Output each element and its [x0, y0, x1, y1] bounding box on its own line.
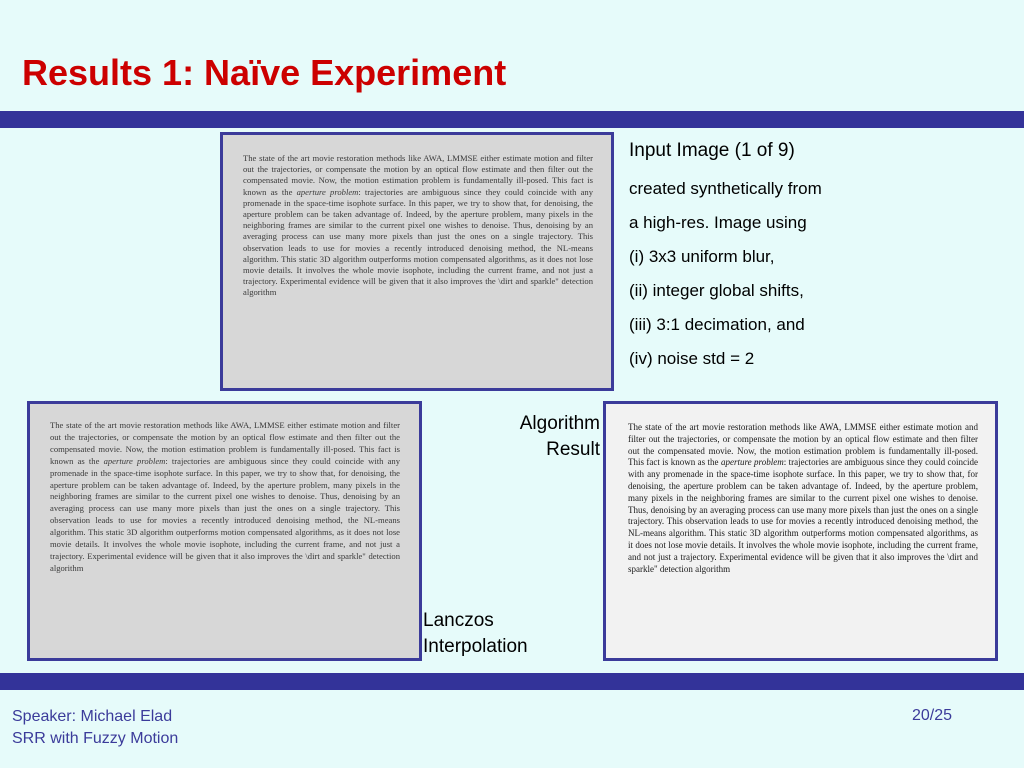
top-divider-band: [0, 111, 1024, 128]
algorithm-result-image: [603, 401, 998, 661]
algorithm-image-text: The state of the art movie restoration methods like AWA, LMMSE either estimate motion and filter out the trajectories, or compensate the motion by an optical flow estimate and then filter out the compensated movie. Now, the motion estimation problem is fundamentally ill-posed. This fact is known as the aperture problem: trajectories are ambiguous since they could coincide with any promenade in the space-time isophote surface. In this paper, we try to show that, for denoising, the aperture problem can be taken advantage of. Indeed, by the aperture problem, many pixels in the neighboring frames are similar to the current pixel one wishes to denoise. Thus, denoising by an averaging process can use many more pixels than just the ones on a single trajectory. This observation leads to use for movies a recently introduced denoising method, the NL-means algorithm. This static 3D algorithm outperforms motion compensated algorithms, as it does not lose movie details. It involves the whole movie isophote, including the current frame, and not just a trajectory. Experimental evidence will be given that it also improves the \dirt and sparkle" detection algorithm: [628, 422, 979, 574]
algorithm-result-label: Algorithm Result: [519, 413, 600, 460]
lanczos-image-text: The state of the art movie restoration methods like AWA, LMMSE either estimate motion and filter out the trajectories, or compensate the motion by an optical flow estimate and then filter out the compensated movie. Now, the motion estimation problem is fundamentally ill-posed. This fact is known as the aperture problem: trajectories are ambiguous since they could coincide with any promenade in the space-time isophote surface. In this paper, we try to show that, for denoising, the aperture problem can be taken advantage of. Indeed, by the aperture problem, many pixels in the neighboring frames are similar to the current pixel one wishes to denoise. Thus, denoising by an averaging process can use many more pixels than just the ones on a single trajectory. This observation leads to use for movies a recently introduced denoising method, the NL-means algorithm. This static 3D algorithm outperforms motion compensated algorithms, as it does not lose movie details. It involves the whole movie isophote, including the current frame, and not just a trajectory. Experimental evidence will be given that it also improves the \dirt and sparkle" detection algorithm: [50, 420, 401, 573]
description-line: (iv) noise std = 2: [629, 349, 755, 368]
input-description: [629, 138, 929, 376]
footer-speaker: Speaker: Michael Elad: [12, 708, 173, 725]
input-image-text: The state of the art movie restoration methods like AWA, LMMSE either estimate motion and filter out the trajectories, or compensate the motion by an optical flow estimate and then filter out the compensated movie. Now, the motion estimation problem is fundamentally ill-posed. This fact is known as the aperture problem: trajectories are ambiguous since they could coincide with any promenade in the space-time isophote surface. In this paper, we try to show that, for denoising, the aperture problem can be taken advantage of. Indeed, by the aperture problem, many pixels in the neighboring frames are similar to the current pixel one wishes to denoise. Thus, denoising by an averaging process can use many more pixels than just the ones on a single trajectory. This observation leads to use for movies a recently introduced denoising method, the NL-means algorithm. This static 3D algorithm outperforms motion compensated algorithms, as it does not lose movie details. It involves the whole movie isophote, including the current frame, and not just a trajectory. Experimental evidence will be given that it also improves the \dirt and sparkle" detection algorithm: [243, 153, 594, 298]
description-line: (ii) integer global shifts,: [629, 281, 804, 300]
bottom-divider-band: [0, 673, 1024, 690]
slide-title: Results 1: Naïve Experiment: [22, 52, 507, 93]
description-line: created synthetically from: [629, 179, 822, 198]
footer-talk-title: SRR with Fuzzy Motion: [12, 730, 179, 747]
input-image: [220, 132, 614, 391]
lanczos-interpolation-image: [27, 401, 422, 661]
page-number: 20/25: [912, 707, 953, 724]
description-line: a high-res. Image using: [629, 213, 807, 232]
description-line: (i) 3x3 uniform blur,: [629, 247, 775, 266]
lanczos-interpolation-label: Lanczos Interpolation: [423, 610, 528, 657]
description-line: (iii) 3:1 decimation, and: [629, 315, 805, 334]
input-description-heading: Input Image (1 of 9): [629, 140, 795, 161]
footer-info: [12, 706, 178, 750]
